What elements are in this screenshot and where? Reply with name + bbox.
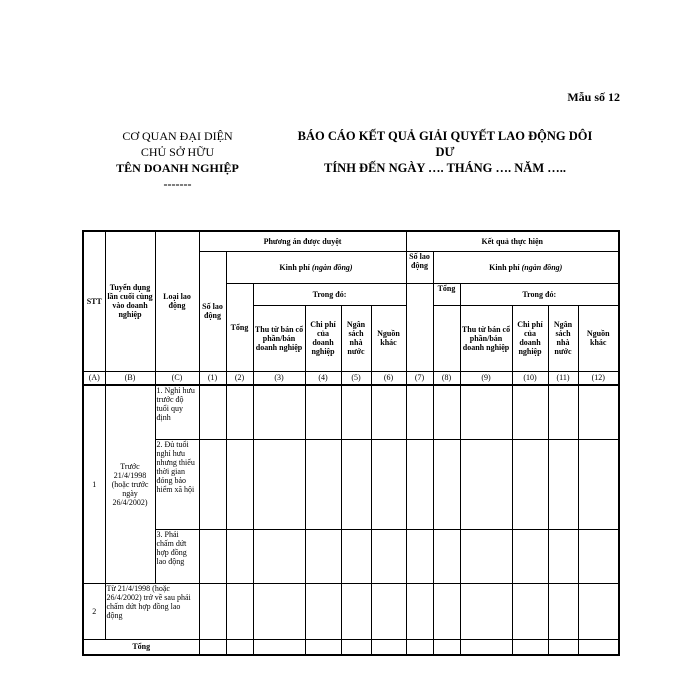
col-num-2: (2) bbox=[226, 371, 253, 385]
header-plan-other-source: Nguồn khác bbox=[371, 305, 406, 371]
table-row bbox=[83, 385, 619, 439]
total-label: Tổng bbox=[83, 639, 199, 655]
header-plan-share-sale: Thu từ bán cổ phần/bán doanh nghiệp bbox=[253, 305, 305, 371]
header-plan-funding-unit: (ngàn đồng) bbox=[311, 262, 353, 272]
col-num-1: (1) bbox=[199, 371, 226, 385]
header-labor-type: Loại lao động bbox=[155, 231, 199, 371]
header-plan-state-budget: Ngân sách nhà nước bbox=[341, 305, 371, 371]
header-result-enterprise-cost: Chi phí của doanh nghiệp bbox=[512, 305, 548, 371]
table-row bbox=[83, 583, 619, 639]
row2-stt: 2 bbox=[83, 583, 105, 639]
agency-line-1: CƠ QUAN ĐẠI DIỆN bbox=[122, 129, 233, 143]
header-result-state-budget: Ngân sách nhà nước bbox=[548, 305, 578, 371]
header-result-labor-count-cell bbox=[406, 283, 433, 371]
header-plan-enterprise-cost: Chi phí của doanh nghiệp bbox=[305, 305, 341, 371]
row1-type-1: 1. Nghỉ hưu trước độ tuổi quy định bbox=[155, 385, 199, 439]
col-num-12: (12) bbox=[578, 371, 619, 385]
header-plan-funding bbox=[226, 251, 406, 283]
header-plan-of-which: Trong đó: bbox=[253, 283, 406, 305]
header-approved-plan: Phương án được duyệt bbox=[199, 231, 406, 251]
report-date-line: TÍNH ĐẾN NGÀY …. THÁNG …. NĂM ….. bbox=[323, 161, 567, 175]
header-result-share-sale: Thu từ bán cổ phần/bán doanh nghiệp bbox=[460, 305, 512, 371]
header-actual-result: Kết quả thực hiện bbox=[406, 231, 619, 251]
col-num-7: (7) bbox=[406, 371, 433, 385]
col-num-c: (C) bbox=[155, 371, 199, 385]
column-number-row bbox=[83, 371, 619, 385]
surplus-labor-report-table bbox=[82, 230, 620, 656]
header-plan-total: Tổng bbox=[226, 283, 253, 371]
agency-line-2: CHỦ SỞ HỮU bbox=[140, 145, 215, 159]
col-num-5: (5) bbox=[341, 371, 371, 385]
form-number: Mẫu số 12 bbox=[567, 90, 620, 104]
table-row bbox=[83, 439, 619, 529]
header-result-total: Tổng bbox=[433, 283, 460, 305]
header-result-other-source: Nguồn khác bbox=[578, 305, 619, 371]
header-result-funding-unit: (ngàn đồng) bbox=[521, 262, 563, 272]
report-title-line-1: BÁO CÁO KẾT QUẢ GIẢI QUYẾT LAO ĐỘNG DÔI bbox=[297, 129, 593, 143]
col-num-6: (6) bbox=[371, 371, 406, 385]
col-num-4: (4) bbox=[305, 371, 341, 385]
table-row bbox=[83, 529, 619, 583]
col-num-8: (8) bbox=[433, 371, 460, 385]
agency-separator: ------- bbox=[163, 177, 192, 191]
row1-period: Trước 21/4/1998 (hoặc trước ngày 26/4/2002) bbox=[105, 385, 155, 583]
col-num-11: (11) bbox=[548, 371, 578, 385]
enterprise-name: TÊN DOANH NGHIỆP bbox=[116, 161, 239, 175]
header-plan-labor-count: Số lao động bbox=[199, 251, 226, 371]
header-hire-period: Tuyển dụng lần cuối cùng vào doanh nghiệp bbox=[105, 231, 155, 371]
row1-type-3: 3. Phải chấm dứt hợp đồng lao động bbox=[155, 529, 199, 583]
header-stt: STT bbox=[83, 231, 105, 371]
report-title-line-2: DƯ bbox=[435, 145, 455, 159]
col-num-9: (9) bbox=[460, 371, 512, 385]
agency-block bbox=[95, 128, 260, 192]
row1-stt: 1 bbox=[83, 385, 105, 583]
col-num-b: (B) bbox=[105, 371, 155, 385]
header-result-total-cell bbox=[433, 305, 460, 371]
row1-type-2: 2. Đủ tuổi nghỉ hưu nhưng thiếu thời gian đóng bảo hiểm xã hội bbox=[155, 439, 199, 529]
row2-period: Từ 21/4/1998 (hoặc 26/4/2002) trở về sau phải chấm dứt hợp đồng lao động bbox=[105, 583, 199, 639]
header-result-funding bbox=[433, 251, 619, 283]
header-result-labor-count: Số lao động bbox=[406, 251, 433, 283]
header-plan-funding-label: Kinh phí bbox=[279, 262, 312, 272]
col-num-10: (10) bbox=[512, 371, 548, 385]
total-row bbox=[83, 639, 619, 655]
header-result-of-which: Trong đó: bbox=[460, 283, 619, 305]
report-title bbox=[270, 128, 620, 176]
header-result-funding-label: Kinh phí bbox=[489, 262, 522, 272]
col-num-3: (3) bbox=[253, 371, 305, 385]
col-num-a: (A) bbox=[83, 371, 105, 385]
